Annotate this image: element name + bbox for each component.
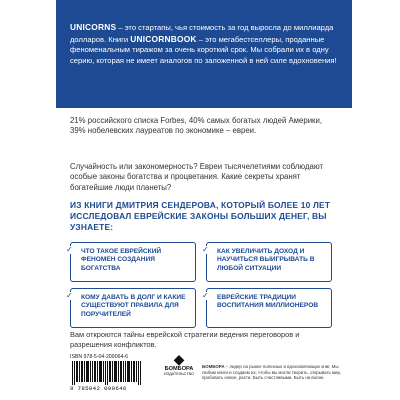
feature-grid (66, 242, 338, 328)
stats-paragraph: 21% российского списка Forbes, 40% самых богатых людей Америки, 39% нобелевских лауреатов по экономике – евреи. (70, 116, 322, 136)
publisher-note-text: – лидер на рынке полезных и вдохновляющих книг. Мы любим книги и создаем их, чтобы вы могли творить, открывать мир, пробовать новое, расти. Быть счастливыми. Быть на волне. (202, 364, 342, 381)
barcode-number: 9 785042 090646 (70, 385, 127, 392)
feature-text: КОМУ ДАВАТЬ В ДОЛГ И КАКИЕ СУЩЕСТВУЮТ ПРАВИЛА ДЛЯ ПОРУЧИТЕЛЕЙ (81, 294, 186, 318)
bombora-logo-icon: ◆ (173, 351, 185, 367)
barcode-image (70, 361, 146, 385)
feature-box (66, 288, 196, 328)
isbn-label: ISBN 978-5-04-209064-6 (70, 354, 128, 360)
feature-text: ЕВРЕЙСКИЕ ТРАДИЦИИ ВОСПИТАНИЯ МИЛЛИОНЕРОВ (217, 294, 319, 310)
feature-box (202, 288, 332, 328)
unicornbook-label: UNICORNBOOK (130, 33, 197, 44)
unicornbook-text: – это мегабестселлеры, проданные феноменальным тиражом за очень короткий срок. Мы собрали их в одну серию, которая не имеет аналогов по заложенной в ней силе вдохновения! (70, 34, 337, 65)
check-icon: ✓ (202, 245, 209, 254)
question-paragraph: Случайность или закономерность? Евреи тысячелетиями соблюдают особые законы богатства и процветания. Какие секреты хранят богатейшие люди планеты? (70, 162, 324, 192)
publisher-note-name: БОМБОРА (202, 364, 225, 369)
book-back-cover (56, 0, 352, 400)
publisher-name: БОМБОРА (164, 366, 194, 372)
feature-text: КАК УВЕЛИЧИТЬ ДОХОД И НАУЧИТЬСЯ ВЫИГРЫВАТЬ В ЛЮБОЙ СИТУАЦИИ (217, 248, 315, 272)
check-icon: ✓ (202, 291, 209, 300)
publisher-logo (162, 352, 196, 386)
unicorns-text: – это стартапы, чья стоимость за год выросла до миллиарда долларов. Книги (70, 23, 334, 44)
feature-box (202, 242, 332, 282)
barcode-block (70, 354, 152, 398)
closing-paragraph: Вам откроются тайны еврейской стратегии ведения переговоров и разрешения конфликтов. (70, 330, 300, 349)
unicorns-label: UNICORNS (70, 22, 117, 32)
feature-box (66, 242, 196, 282)
publisher-subtitle: ИЗДАТЕЛЬСТВО (164, 372, 194, 376)
intro-text (70, 22, 338, 66)
learn-headline: ИЗ КНИГИ ДМИТРИЯ СЕНДЕРОВА, КОТОРЫЙ БОЛЕЕ 10 ЛЕТ ИССЛЕДОВАЛ ЕВРЕЙСКИЕ ЗАКОНЫ БОЛЬШИХ ДЕНЕГ, ВЫ УЗНАЕТЕ: (70, 200, 331, 232)
intro-panel (56, 0, 352, 108)
feature-text: ЧТО ТАКОЕ ЕВРЕЙСКИЙ ФЕНОМЕН СОЗДАНИЯ БОГАТСТВА (81, 248, 162, 272)
check-icon: ✓ (66, 291, 73, 300)
publisher-note (202, 364, 342, 381)
check-icon: ✓ (66, 245, 73, 254)
